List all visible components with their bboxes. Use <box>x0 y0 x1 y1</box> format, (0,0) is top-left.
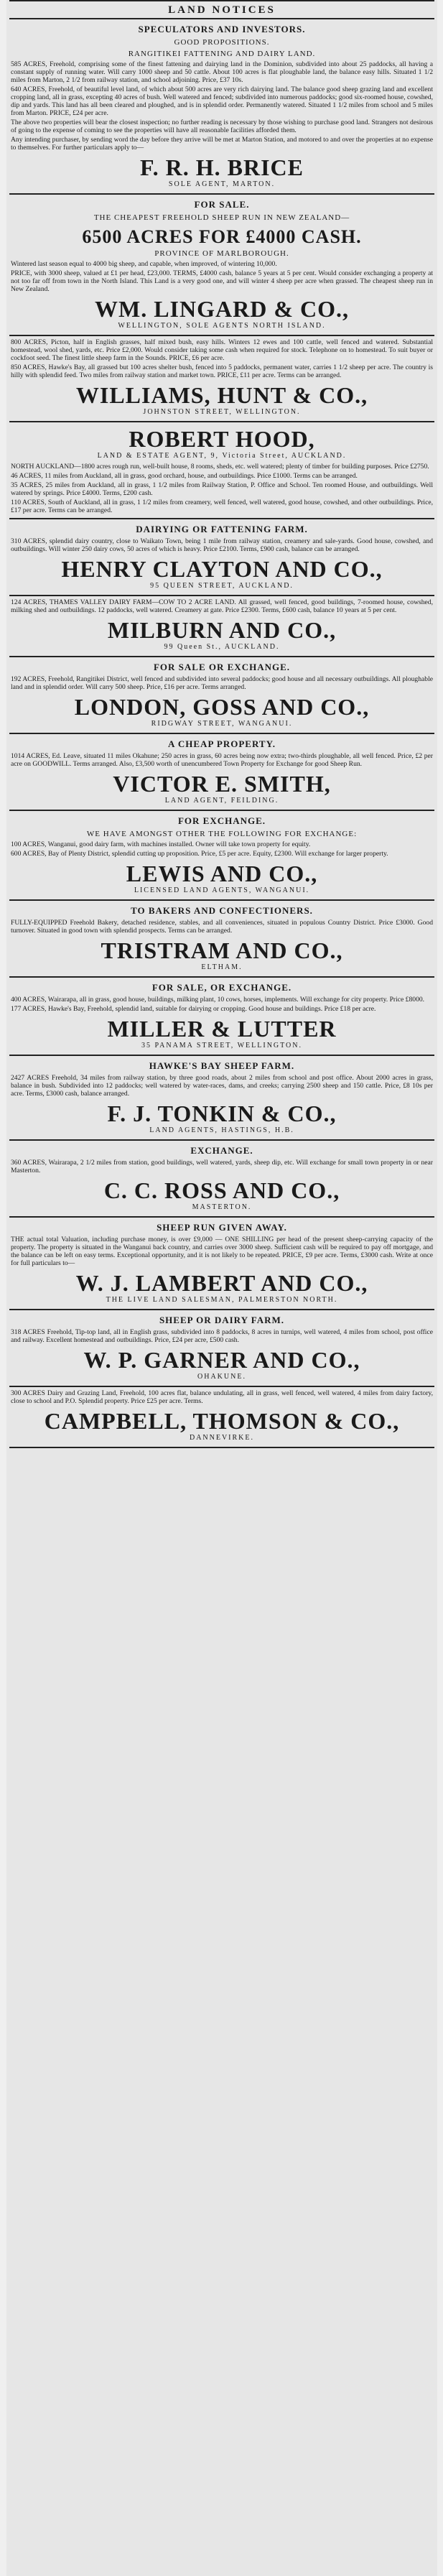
agent-address: DANNEVIRKE. <box>189 1434 255 1442</box>
ad-paragraph: Wintered last season equal to 4000 big sheep, and capable, when improved, of wintering 10,000. <box>11 260 277 268</box>
ad-heading: DAIRYING OR FATTENING FARM. <box>136 524 308 534</box>
ad-paragraph: 585 ACRES, Freehold, comprising some of the finest fattening and dairying land in the Dominion, subdivided into about 25 paddocks, all having a constant supply of running water. Will carry 1000 sheep and 50 cattle. About 100 acres is flat ploughable land, the balance easy hills. Situated 1 1/2 miles from Marton, 2 1/2 from railway station, and school adjoining. Price, £37 10s. <box>11 60 433 84</box>
ad-paragraph: 124 ACRES, THAMES VALLEY DAIRY FARM—COW TO 2 ACRE LAND. All grassed, well fenced, good buildings, 7-roomed house, cowshed, milking shed and outbuildings. 12 paddocks, well watered. Creamery at gate. Price £2300. Terms, £600 cash, balance 10 years at 5 per cent. <box>11 598 433 614</box>
ad-paragraph: 310 ACRES, splendid dairy country, close to Waikato Town, being 1 mile from railway station, creamery and sale-yards. Good house, cowshed, and outbuildings. Will winter 250 dairy cows, 50 acres of which is heavy. Price £2100. Terms, £900 cash, balance can be arranged. <box>11 537 433 553</box>
agent-name: CAMPBELL, THOMSON & CO., <box>44 1408 400 1434</box>
agent-name: MILBURN AND CO., <box>107 617 337 643</box>
agent-name: F. J. TONKIN & CO., <box>107 1101 337 1126</box>
agent-name: C. C. ROSS AND CO., <box>103 1177 340 1203</box>
ad-heading: SHEEP OR DAIRY FARM. <box>159 1315 285 1325</box>
land-advertisement <box>6 1218 437 1309</box>
land-advertisement <box>6 734 437 810</box>
agent-address: LAND AGENT, FEILDING. <box>164 797 279 805</box>
ad-paragraph: 318 ACRES Freehold, Tip-top land, all in English grass, subdivided into 8 paddocks, 8 acres in turnips, well watered, 4 miles from school, post office and railway. Excellent homestead and outbuildings. Price, £24 per acre, £500 cash. <box>11 1328 433 1344</box>
ad-heading: FOR EXCHANGE. <box>177 815 266 826</box>
agent-address: 35 PANAMA STREET, WELLINGTON. <box>141 1042 303 1050</box>
ad-paragraph: 192 ACRES, Freehold, Rangitikei District, well fenced and subdivided into several paddocks; good house and all necessary outbuildings. All ploughable land and in splendid order. Will carry 500 sheep. Price, £16 per acre. Terms arranged. <box>11 675 433 691</box>
land-advertisement <box>6 422 437 518</box>
ad-subheading: GOOD PROPOSITIONS. <box>174 38 270 47</box>
newspaper-page <box>6 0 437 2576</box>
ad-paragraph: 850 ACRES, Hawke's Bay, all grassed but 100 acres shelter bush, fenced into 5 paddocks, permanent water, carries 1 1/2 sheep per acre. The country is hilly with splendid feed. Two miles from railway station and market town. PRICE, £11 per acre. Terms can be arranged. <box>11 363 433 379</box>
ad-paragraph: The above two properties will bear the closest inspection; no further reading is necessary by those wishing to purchase good land. Strangers not desirous of going to the expense of coming to see the properties will have all reasonable facilities afforded them. <box>11 119 433 134</box>
ad-subheading: WE HAVE AMONGST OTHER THE FOLLOWING FOR EXCHANGE: <box>86 830 358 838</box>
agent-address: LAND AGENTS, HASTINGS, H.B. <box>149 1126 294 1134</box>
page-title: LAND NOTICES <box>168 4 276 16</box>
agent-address: 95 QUEEN STREET, AUCKLAND. <box>150 582 294 590</box>
ad-paragraph: 800 ACRES, Picton, half in English grasses, half mixed bush, easy hills. Winters 12 ewes and 100 cattle, well fenced and watered. Substantial homestead, wool shed, yards, etc. Price £2,000. Would consider taking some cash when required for stock. Telephone on to homestead. To suit buyer or cockfoot seed. The finest little sheep farm in the Sounds. PRICE, £6 per acre. <box>11 338 433 362</box>
agent-name: LEWIS AND CO., <box>126 861 318 886</box>
land-advertisement <box>6 519 437 595</box>
divider-rule <box>9 1447 434 1448</box>
land-advertisement <box>6 657 437 733</box>
ad-paragraph: THE actual total Valuation, including purchase money, is over £9,000 — ONE SHILLING per head of the present sheep-carrying capacity of the property. The property is situated in the Wanganui back country, and carries over 3000 sheep. Sufficient cash will be required to pay off mortgage, and the balance can be left on easy terms. Exceptional opportunity, and it is not likely to be repeated. PRICE, £9 per acre. Terms, £3000 cash. Write at once for full particulars to— <box>11 1236 433 1267</box>
ad-paragraph: 110 ACRES, South of Auckland, all in grass, 1 1/2 miles from creamery, well fenced, well watered, good house, cowshed, and other outbuildings. Price, £17 per acre. Terms can be arranged. <box>11 499 433 514</box>
ad-paragraph: Any intending purchaser, by sending word the day before they arrive will be met at Marton Station, and motored to and over the properties at no expense to themselves. For further particulars apply to— <box>11 136 433 152</box>
agent-name: W. P. GARNER AND CO., <box>83 1347 360 1373</box>
agent-name: VICTOR E. SMITH, <box>113 771 331 797</box>
ad-heading: SHEEP RUN GIVEN AWAY. <box>157 1222 287 1233</box>
agent-address: ELTHAM. <box>201 963 243 971</box>
ad-paragraph: 640 ACRES, Freehold, of beautiful level land, of which about 500 acres are very rich dairying land. The balance good sheep grazing land and excellent cropping land, all in grass, excepting 40 acres of bush. Well watered and fenced; subdivided into numerous paddocks; good six-roomed house, cowshed, dip and yards. This land has all been cleared and ploughed, and is in splendid order. Permanently watered. Situated 1 1/2 miles from school and 5 miles from Marton. PRICE, £24 per acre. <box>11 85 433 117</box>
land-advertisement <box>6 336 437 421</box>
agent-name: WILLIAMS, HUNT & CO., <box>75 382 368 408</box>
agent-address: SOLE AGENT, MARTON. <box>168 180 276 188</box>
land-advertisement <box>6 811 437 899</box>
agent-address: LICENSED LAND AGENTS, WANGANUI. <box>134 886 310 894</box>
agent-name: TRISTRAM AND CO., <box>101 937 343 963</box>
agent-name: ROBERT HOOD, <box>129 426 315 452</box>
agent-address: JOHNSTON STREET, WELLINGTON. <box>143 408 301 416</box>
ad-paragraph: 1014 ACRES, Ed. Leave, situated 11 miles Okahune; 250 acres in grass, 60 acres being now extra; two-thirds ploughable, all well fenced. Price, £2 per acre on GOODWILL. Terms arranged. Also, £3,500 worth of unencumbered Town Property for Exchange for good Sheep Run. <box>11 752 433 768</box>
agent-address: OHAKUNE. <box>197 1373 246 1381</box>
ad-paragraph: 600 ACRES, Bay of Plenty District, splendid cutting up proposition. Price, £5 per acre. Equity, £2300. Will exchange for larger property. <box>11 850 388 858</box>
ad-subheading-secondary: PROVINCE OF MARLBOROUGH. <box>154 249 289 258</box>
land-advertisement <box>6 19 437 193</box>
ad-paragraph: 177 ACRES, Hawke's Bay, Freehold, splendid land, suitable for dairying or cropping. Good house and buildings. Price £18 per acre. <box>11 1005 376 1013</box>
agent-address: LAND & ESTATE AGENT, 9, Victoria Street, AUCKLAND. <box>97 452 347 460</box>
ads-column <box>6 19 437 1448</box>
ad-paragraph: 400 ACRES, Wairarapa, all in grass, good house, buildings, milking plant, 10 cows, horses, implements. Will exchange for city property. Price £8000. <box>11 996 425 1004</box>
land-advertisement <box>6 978 437 1055</box>
land-advertisement <box>6 901 437 976</box>
ad-paragraph: NORTH AUCKLAND—1800 acres rough run, well-built house, 8 rooms, sheds, etc. well watered; plenty of timber for building purposes. Price £2750. <box>11 463 429 471</box>
ad-heading: FOR SALE. <box>194 199 250 210</box>
ad-subheading: THE CHEAPEST FREEHOLD SHEEP RUN IN NEW ZEALAND— <box>93 213 350 222</box>
agent-address: MASTERTON. <box>192 1203 252 1211</box>
agent-name: F. R. H. BRICE <box>140 154 304 180</box>
ad-paragraph: 300 ACRES Dairy and Grazing Land, Freehold, 100 acres flat, balance undulating, all in grass, well fenced, well watered, 4 miles from dairy factory, close to school and P.O. Splendid property. Price £25 per acre. Terms. <box>11 1389 433 1405</box>
ad-heading: SPECULATORS AND INVESTORS. <box>138 24 306 34</box>
ad-heading: FOR SALE, OR EXCHANGE. <box>151 982 292 993</box>
land-advertisement <box>6 596 437 656</box>
agent-name: MILLER & LUTTER <box>107 1016 337 1042</box>
agent-address: 99 Queen St., AUCKLAND. <box>164 643 280 651</box>
ad-paragraph: 35 ACRES, 25 miles from Auckland, all in grass, 1 1/2 miles from Railway Station, P. Office and School. Ten roomed House, and outbuildings. Well watered by springs. Price £4000. Terms, £200 cash. <box>11 481 433 497</box>
ad-lead-line: 6500 ACRES FOR £4000 CASH. <box>82 226 362 247</box>
ad-paragraph: 2427 ACRES Freehold, 34 miles from railway station, by three good roads, about 2 miles from school and post office. About 2000 acres in grass, balance in bush. Subdivided into 12 paddocks; well watered by water-races, dams, and creeks; carrying 2500 sheep and 150 cattle. Price, £8 10s per acre. Terms, £3000 cash, balance arranged. <box>11 1074 433 1098</box>
land-advertisement <box>6 195 437 335</box>
ad-heading: HAWKE'S BAY SHEEP FARM. <box>149 1060 295 1071</box>
ad-heading: TO BAKERS AND CONFECTIONERS. <box>131 905 313 916</box>
ad-paragraph: PRICE, with 3000 sheep, valued at £1 per head, £23,000. TERMS, £4000 cash, balance 5 years at 5 per cent. Would consider exchanging a property at not too far off from town in the North Island. This Land is a very good one, and will winter 4 sheep per acre when grassed. The cheapest sheep run in New Zealand. <box>11 269 433 293</box>
agent-address: WELLINGTON, SOLE AGENTS NORTH ISLAND. <box>118 322 326 330</box>
agent-name: WM. LINGARD & CO., <box>95 296 349 322</box>
agent-name: LONDON, GOSS AND CO., <box>74 694 370 720</box>
ad-subheading-secondary: RANGITIKEI FATTENING AND DAIRY LAND. <box>128 50 316 58</box>
ad-heading: FOR SALE OR EXCHANGE. <box>153 662 291 672</box>
land-advertisement <box>6 1141 437 1216</box>
agent-address: THE LIVE LAND SALESMAN, PALMERSTON NORTH. <box>106 1296 338 1304</box>
ad-paragraph: FULLY-EQUIPPED Freehold Bakery, detached residence, stables, and all conveniences, situated in populous Country District. Price £3000. Good turnover. Situated in good town with splendid prospects. Terms can be arranged. <box>11 919 433 935</box>
ad-paragraph: 46 ACRES, 11 miles from Auckland, all in grass, good orchard, house, and outbuildings. Price £1000. Terms can be arranged. <box>11 472 358 480</box>
land-advertisement <box>6 1387 437 1447</box>
land-advertisement <box>6 1310 437 1386</box>
land-advertisement <box>6 1056 437 1139</box>
agent-address: RIDGWAY STREET, WANGANUI. <box>151 720 293 728</box>
ad-paragraph: 100 ACRES, Wanganui, good dairy farm, with machines installed. Owner will take town property for equity. <box>11 840 311 848</box>
agent-name: W. J. LAMBERT AND CO., <box>75 1270 368 1296</box>
ad-paragraph: 360 ACRES, Wairarapa, 2 1/2 miles from station, good buildings, well watered, yards, sheep dip, etc. Will exchange for small town property in or near Masterton. <box>11 1159 433 1175</box>
agent-name: HENRY CLAYTON AND CO., <box>61 556 383 582</box>
ad-heading: EXCHANGE. <box>190 1145 253 1156</box>
ad-heading: A CHEAP PROPERTY. <box>167 738 276 749</box>
